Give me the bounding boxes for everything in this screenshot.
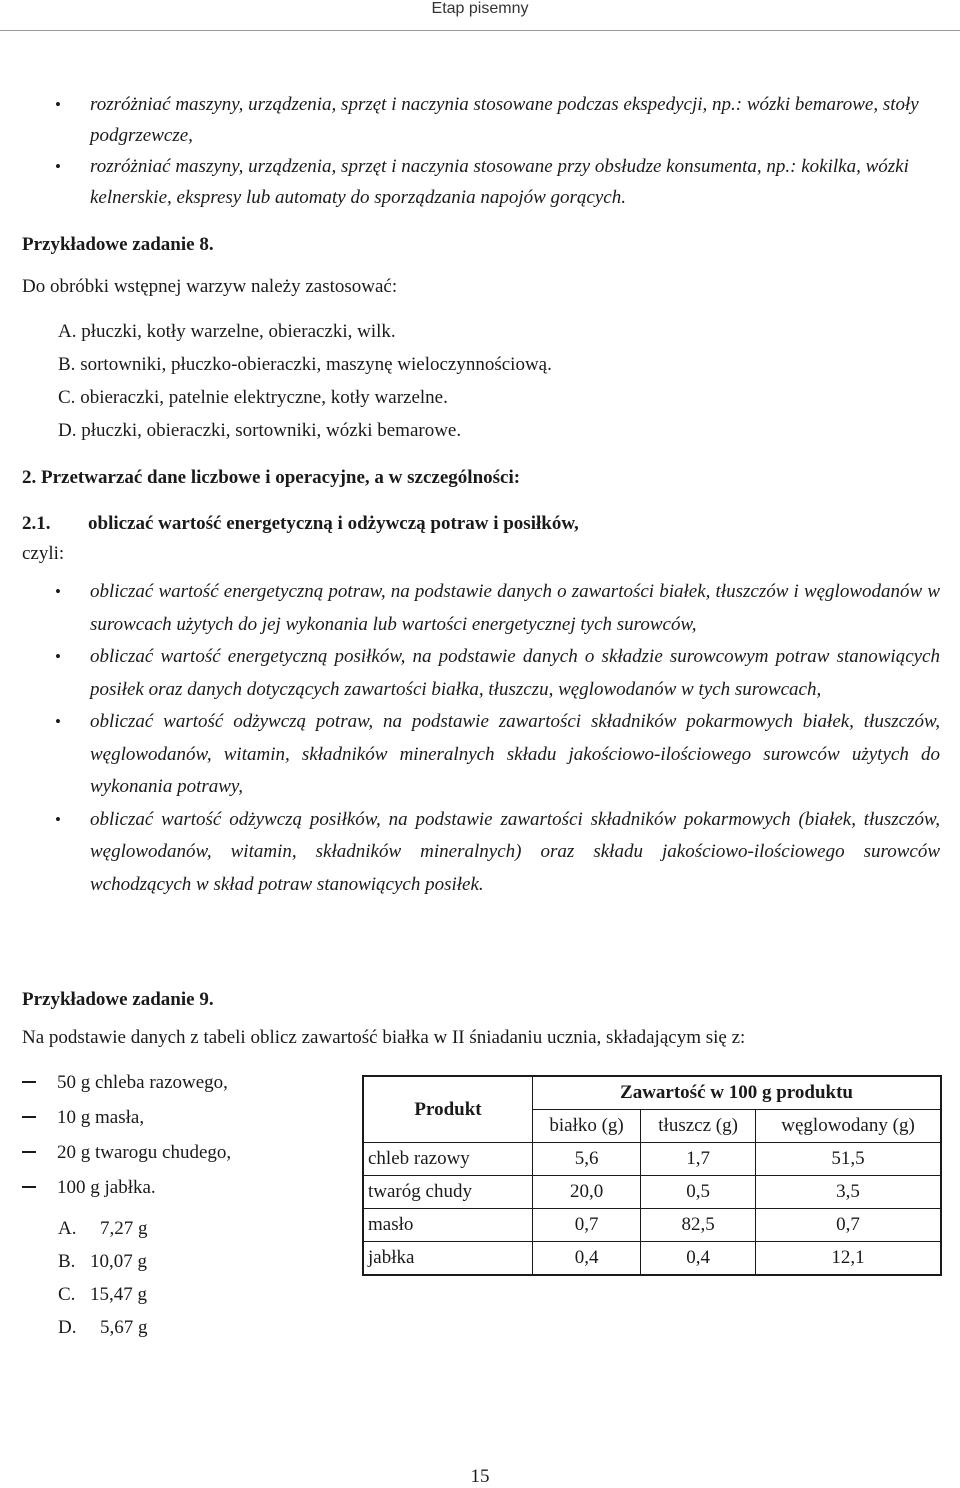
option-letter: A. — [58, 1218, 77, 1239]
cell-value: 5,6 — [533, 1143, 641, 1176]
intro-bullet: • rozróżniać maszyny, urządzenia, sprzęt i naczynia stosowane podczas ekspedycji, np.: wózki bemarowe, stoły podgrzewcze, — [22, 89, 940, 151]
option-text: 15,47 g — [90, 1284, 147, 1305]
section2-bullet: • obliczać wartość odżywczą posiłków, na podstawie zawartości składników pokarmowych (białek, tłuszczów, węglowodanów, witamin, składników mineralnych) oraz składu jakościowo-ilościowego surowców wchodzących w skład potraw stanowiących posiłek. — [22, 804, 940, 902]
product-name: chleb razowy — [363, 1143, 533, 1176]
list-item: 20 g twarogu chudego, — [22, 1142, 231, 1177]
section2-bullet: • obliczać wartość odżywczą potraw, na podstawie zawartości składników pokarmowych białek, tłuszczów, węglowodanów, witamin, składników mineralnych składu jakościowo-ilościowego surowców użytych do wykonania potrawy, — [22, 706, 940, 804]
cell-value: 0,4 — [533, 1242, 641, 1276]
cell-value: 12,1 — [756, 1242, 941, 1276]
cell-value: 3,5 — [756, 1176, 941, 1209]
task8-option-a — [58, 321, 396, 343]
option-letter: C. — [58, 1284, 76, 1305]
list-item: 10 g masła, — [22, 1107, 231, 1142]
option-text: 5,67 g — [100, 1317, 148, 1338]
list-item: 50 g chleba razowego, — [22, 1072, 231, 1107]
cell-value: 0,7 — [533, 1209, 641, 1242]
section2-bullet-list — [22, 576, 940, 901]
section2-bullet: • obliczać wartość energetyczną potraw, na podstawie danych o zawartości białek, tłuszczów i węglowodanów w surowcach użytych do jej wykonania lub wartości energetycznej tych surowców, — [22, 576, 940, 641]
task8-heading: Przykładowe zadanie 8. — [22, 234, 214, 255]
cell-value: 1,7 — [641, 1143, 756, 1176]
task9-option-a — [58, 1218, 148, 1240]
task9-item-list — [22, 1072, 231, 1212]
table-header-row — [363, 1076, 941, 1110]
subcolumn-header: węglowodany (g) — [756, 1110, 941, 1143]
option-text: płuczki, kotły warzelne, obieraczki, wilk. — [81, 321, 396, 342]
table-row — [363, 1209, 941, 1242]
cell-value: 0,5 — [641, 1176, 756, 1209]
intro-bullets — [22, 89, 940, 213]
product-column-header: Produkt — [363, 1076, 533, 1143]
section2-heading: 2. Przetwarzać dane liczbowe i operacyjne, a w szczególności: — [22, 467, 521, 488]
option-text: obieraczki, patelnie elektryczne, kotły warzelne. — [80, 387, 448, 408]
task9-option-b — [58, 1251, 147, 1273]
task8-option-c — [58, 387, 448, 409]
option-letter: B. — [58, 1251, 76, 1272]
subcolumn-header: białko (g) — [533, 1110, 641, 1143]
cell-value: 20,0 — [533, 1176, 641, 1209]
option-letter: A. — [58, 321, 77, 342]
option-text: 10,07 g — [90, 1251, 147, 1272]
cell-value: 51,5 — [756, 1143, 941, 1176]
product-name: jabłka — [363, 1242, 533, 1276]
task8-option-d — [58, 420, 461, 442]
task9-question: Na podstawie danych z tabeli oblicz zawartość białka w II śniadaniu ucznia, składającym się z: — [22, 1027, 746, 1048]
subsection-number: 2.1. — [22, 513, 51, 534]
cell-value: 0,4 — [641, 1242, 756, 1276]
task8-question: Do obróbki wstępnej warzyw należy zastosować: — [22, 276, 398, 297]
subcolumn-header: tłuszcz (g) — [641, 1110, 756, 1143]
task9-option-d — [58, 1317, 148, 1339]
task9-items — [22, 1072, 231, 1212]
content-group-header: Zawartość w 100 g produktu — [533, 1076, 942, 1110]
option-text: płuczki, obieraczki, sortowniki, wózki bemarowe. — [81, 420, 462, 441]
list-item: 100 g jabłka. — [22, 1177, 231, 1212]
task9-heading: Przykładowe zadanie 9. — [22, 989, 214, 1010]
option-letter: D. — [58, 420, 77, 441]
section2-bullet: • obliczać wartość energetyczną posiłków, na podstawie danych o składzie surowcowym potraw stanowiących posiłek oraz danych dotyczących zawartości białka, tłuszczu, węglowodanów w tych surowcach, — [22, 641, 940, 706]
intro-bullet: • rozróżniać maszyny, urządzenia, sprzęt i naczynia stosowane przy obsłudze konsumenta, np.: kokilka, wózki kelnerskie, ekspresy lub automaty do sporządzania napojów gorących. — [22, 151, 940, 213]
option-text: 7,27 g — [100, 1218, 148, 1239]
product-name: masło — [363, 1209, 533, 1242]
option-text: sortowniki, płuczko-obieraczki, maszynę wieloczynnościową. — [80, 354, 552, 375]
header-title: Etap pisemny — [431, 0, 529, 17]
section2-subheading — [22, 513, 579, 535]
task8-option-b — [58, 354, 552, 376]
table-row — [363, 1143, 941, 1176]
table-row — [363, 1176, 941, 1209]
page-header — [0, 0, 960, 31]
task9-option-c — [58, 1284, 147, 1306]
subsection-title: obliczać wartość energetyczną i odżywczą potraw i posiłków, — [88, 513, 579, 534]
nutrition-table — [362, 1075, 942, 1276]
cell-value: 0,7 — [756, 1209, 941, 1242]
option-letter: C. — [58, 387, 76, 408]
cell-value: 82,5 — [641, 1209, 756, 1242]
option-letter: B. — [58, 354, 76, 375]
page-number: 15 — [470, 1466, 490, 1487]
intro-bullet-list — [22, 89, 940, 213]
option-letter: D. — [58, 1317, 77, 1338]
section2-bullets — [22, 576, 940, 901]
product-name: twaróg chudy — [363, 1176, 533, 1209]
section2-czyli: czyli: — [22, 543, 65, 564]
table-row — [363, 1242, 941, 1276]
